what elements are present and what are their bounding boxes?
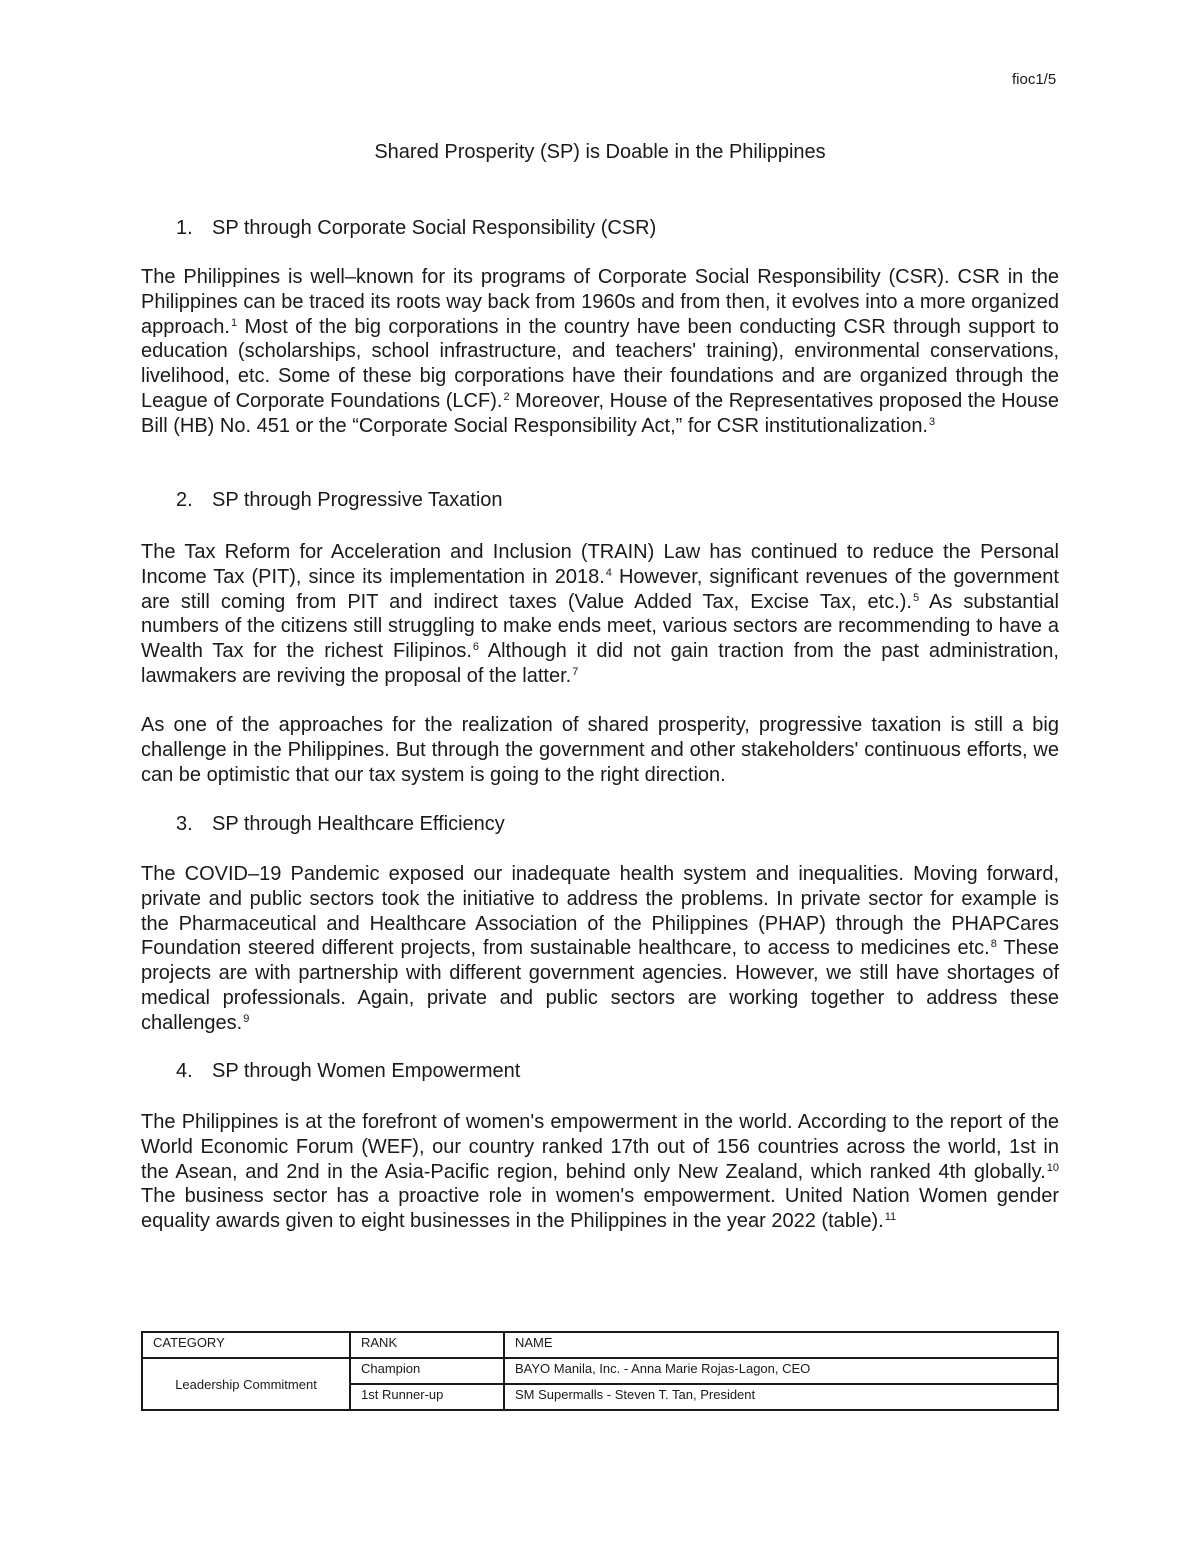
footnote-ref: 3 xyxy=(929,415,936,428)
table-name-cell: BAYO Manila, Inc. - Anna Marie Rojas-Lagon, CEO xyxy=(504,1358,1058,1384)
paragraph-text: These projects are with partnership with different government agencies. However, we still have shortages of medical professionals. Again, private and public sectors are working together to address these challenges. xyxy=(141,937,1059,1034)
section-number: 3. xyxy=(176,813,193,835)
paragraph-text: The business sector has a proactive role in women's empowerment. United Nation Women gender equality awards given to eight businesses in the Philippines in the year 2022 (table). xyxy=(141,1185,1059,1233)
paragraph xyxy=(141,713,1059,787)
table-name-cell: SM Supermalls - Steven T. Tan, President xyxy=(504,1384,1058,1410)
footnote-ref: 11 xyxy=(884,1211,897,1224)
paragraph-text: Moreover, House of the Representatives proposed the House Bill (HB) No. 451 or the “Corporate Social Responsibility Act,” for CSR institutionalization. xyxy=(141,389,1059,437)
table-header-cell: CATEGORY xyxy=(142,1332,350,1358)
footnote-ref: 5 xyxy=(912,591,920,604)
footnote-ref: 6 xyxy=(472,641,480,654)
table-rank-cell: 1st Runner-up xyxy=(350,1384,504,1410)
section-heading-text: SP through Progressive Taxation xyxy=(212,489,503,511)
section-number: 2. xyxy=(176,489,193,511)
table-category-cell: Leadership Commitment xyxy=(142,1358,350,1410)
document-title: Shared Prosperity (SP) is Doable in the Philippines xyxy=(374,141,826,163)
section-heading-text: SP through Healthcare Efficiency xyxy=(212,813,505,835)
paragraph-text: As substantial numbers of the citizens still struggling to make ends meet, various sectors are recommending to have a Wealth Tax for the richest Filipinos. xyxy=(141,590,1060,663)
paragraph-text: However, significant revenues of the government are still coming from PIT and indirect taxes (Value Added Tax, Excise Tax, etc.). xyxy=(141,565,1059,613)
paragraph-text: Although it did not gain traction from the past administration, lawmakers are reviving the proposal of the latter. xyxy=(141,640,1059,687)
section-heading-text: SP through Corporate Social Responsibility (CSR) xyxy=(212,217,657,239)
section-number: 4. xyxy=(176,1060,193,1082)
section-number: 1. xyxy=(176,217,193,239)
section-heading-text: SP through Women Empowerment xyxy=(212,1060,521,1082)
paragraph-text: As one of the approaches for the realization of shared prosperity, progressive taxation is still a big challenge in the Philippines. But through the government and other stakeholders' continuous efforts, we can be optimistic that our tax system is going to the right direction. xyxy=(141,714,1059,786)
footnote-ref: 1 xyxy=(230,316,238,329)
footnote-ref: 10 xyxy=(1046,1161,1059,1174)
page-label: fioc1/5 xyxy=(1012,71,1057,88)
table-rank-cell: Champion xyxy=(350,1358,504,1384)
paragraph xyxy=(141,1110,1059,1234)
footnote-ref: 8 xyxy=(990,938,997,951)
footnote-ref: 9 xyxy=(243,1012,250,1025)
paragraph xyxy=(141,265,1059,439)
paragraph xyxy=(141,540,1059,689)
table-row xyxy=(142,1358,1058,1384)
footnote-ref: 4 xyxy=(605,566,612,579)
table-header-row xyxy=(142,1332,1058,1358)
paragraph-text: The Tax Reform for Acceleration and Inclusion (TRAIN) Law has continued to reduce the Personal Income Tax (PIT), since its implementation in 2018. xyxy=(141,541,1059,588)
section-heading xyxy=(176,217,656,240)
table-header-cell: NAME xyxy=(504,1332,1058,1358)
section-heading xyxy=(176,813,505,836)
paragraph-text: Most of the big corporations in the country have been conducting CSR through support to education (scholarships, school infrastructure, and teachers' training), environmental conservations, livelihood, etc. Some of these big corporations have their foundations and are organized through the League of Corporate Foundations (LCF). xyxy=(141,315,1059,412)
footnote-ref: 2 xyxy=(503,390,510,403)
footnote-ref: 7 xyxy=(572,665,579,678)
section-heading xyxy=(176,489,503,512)
paragraph-text: The Philippines is at the forefront of women's empowerment in the world. According to the report of the World Economic Forum (WEF), our country ranked 17th out of 156 countries across the world, 1st in the Asean, and 2nd in the Asia-Pacific region, behind only New Zealand, which ranked 4th globally. xyxy=(141,1111,1059,1183)
paragraph xyxy=(141,862,1059,1036)
paragraph-text: The Philippines is well–known for its programs of Corporate Social Responsibility (CSR). CSR in the Philippines can be traced its roots way back from 1960s and from then, it evolves into a more organized approach. xyxy=(141,266,1059,338)
paragraph-text: The COVID–19 Pandemic exposed our inadequate health system and inequalities. Moving forward, private and public sectors took the initiative to address the problems. In private sector for example is the Pharmaceutical and Healthcare Association of the Philippines (PHAP) through the PHAPCares Foundation steered different projects, from sustainable healthcare, to access to medicines etc. xyxy=(141,863,1059,960)
awards-table xyxy=(141,1331,1059,1411)
section-heading xyxy=(176,1060,520,1083)
table-header-cell: RANK xyxy=(350,1332,504,1358)
